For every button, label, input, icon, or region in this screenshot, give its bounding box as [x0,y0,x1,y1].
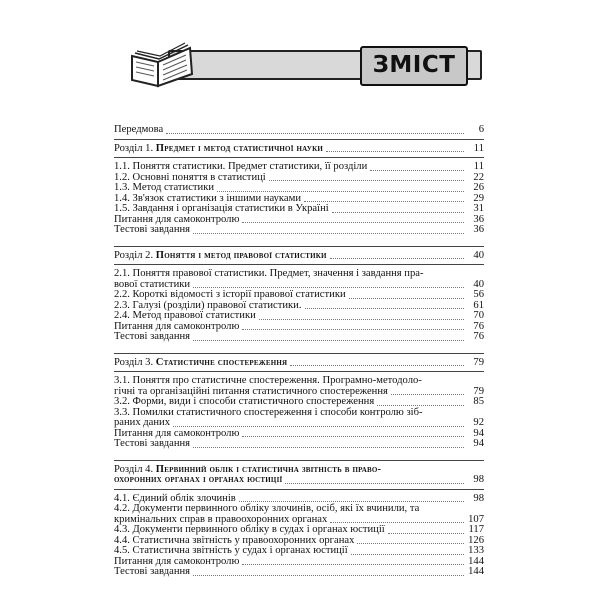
page-title: ЗМІСТ [360,46,468,86]
section-gap [114,450,484,457]
section-title: Предмет і метод статистичної науки [155,142,324,154]
dot-leader [242,436,464,437]
open-book-icon [128,42,198,90]
toc-entry-line [114,525,484,536]
toc-entry[interactable] [114,567,484,578]
section-divider [114,353,484,354]
toc-entry-title: 2.2. Короткі відомості з історії правової статистики [114,289,346,300]
section-heading-line [114,251,484,262]
toc-entry-line [114,567,484,578]
toc-entry[interactable] [114,183,484,194]
toc-entry-line [114,546,484,557]
section-divider [114,139,484,140]
section-prefix: Розділ 3. [114,356,154,368]
dot-leader [370,170,464,171]
toc-entry-title: 4.5. Статистична звітність у судах і органах юстиції [114,545,348,556]
toc-entry-line [114,504,484,515]
section-heading[interactable] [114,358,484,369]
dot-leader [193,575,464,576]
toc-entry[interactable] [114,376,484,397]
toc-entry-title: 2.1. Поняття правової статистики. Предмет, значення і завдання пра- [114,268,424,279]
toc-page-number: 56 [473,289,484,300]
toc-entry-line [114,418,484,429]
dot-leader [349,298,464,299]
section-prefix: Розділ 2. [114,249,154,261]
section-divider [114,460,484,461]
toc-entry-title: 1.3. Метод статистики [114,182,215,193]
toc-entry[interactable] [114,397,484,408]
toc-entry-title: Питання для самоконтролю [114,213,240,225]
dot-leader [193,233,464,234]
toc-entry-title: 4.4. Статистична звітність у правоохоронних органах [114,534,355,546]
toc-entry-title: 3.3. Помилки статистичного спостереження і способи контролю зіб- [114,406,423,418]
toc-entry-title: Питання для самоконтролю [114,555,240,567]
toc-page-number: 144 [468,566,484,577]
dot-leader [193,447,464,448]
dot-leader [193,340,464,341]
dot-leader [305,308,464,309]
dot-leader [304,201,464,202]
toc-entry-line [114,269,484,280]
toc-page-number: 98 [473,492,484,504]
toc-entry[interactable] [114,290,484,301]
toc-entry-title: Тестові завдання [114,438,191,449]
toc-page-number: 61 [473,299,484,311]
dot-leader [290,365,464,366]
toc-page-number: 79 [473,356,484,368]
toc-page-number: 144 [468,555,484,567]
section-heading[interactable] [114,144,484,155]
toc-entry-preface[interactable] [114,125,484,136]
toc-page-number: 70 [473,310,484,321]
toc-entry-line [114,162,484,173]
section-title: Статистичне спостереження [155,356,288,368]
toc-entry-title: вової статистики [114,278,191,290]
dot-leader [351,554,464,555]
toc-entry-line [114,311,484,322]
toc-entry[interactable] [114,225,484,236]
dot-leader [332,212,464,213]
toc-page-number: 26 [473,182,484,193]
toc-entry-title: 3.2. Форми, види і способи статистичного спостереження [114,396,375,407]
dot-leader [285,483,464,484]
toc-entry[interactable] [114,269,484,290]
toc-page-number: 36 [473,224,484,235]
dot-leader [193,287,464,288]
toc-entry-title: 1.5. Завдання і організація статистики в Україні [114,203,329,214]
toc-entry-title: 2.3. Галузі (розділи) правової статистики. [114,299,302,311]
toc-page-number: 36 [473,213,484,225]
toc-entry-title: 4.3. Документи первинного обліку в судах і органах юстиції [114,524,385,535]
toc-page-number: 85 [473,396,484,407]
section-heading-line [114,475,484,486]
dot-leader [242,222,464,223]
dot-leader [330,258,464,259]
toc-entry[interactable] [114,204,484,215]
toc-entry-title: 4.2. Документи первинного обліку злочинів, осіб, які їх вчинили, та [114,503,420,514]
dot-leader [173,426,464,427]
dot-leader [326,151,464,152]
header-banner [128,42,480,90]
section-title: Первинний облік і статистична звітність в право- [155,463,382,475]
section-title: Поняття і метод правової статистики [155,249,327,261]
toc-entry-title: 3.1. Поняття про статистичне спостереження. Програмно-методоло- [114,375,422,386]
toc-entry-line [114,376,484,387]
section-heading[interactable] [114,251,484,262]
toc-page-number: 40 [473,278,484,290]
toc-entry[interactable] [114,504,484,525]
toc-entry-title: 1.2. Основні поняття в статистиці [114,171,266,183]
dot-leader [269,180,464,181]
toc-page-number: 98 [473,474,484,485]
section-gap [114,236,484,243]
toc-entry-line [114,290,484,301]
section-divider [114,264,484,265]
toc-page-number: 76 [473,320,484,332]
toc-entry[interactable] [114,439,484,450]
toc-page-number: 126 [468,534,484,546]
toc-page-number: 6 [478,124,484,135]
section-title: охоронних органах і органах юстиції [114,474,283,485]
dot-leader [377,405,464,406]
section-prefix: Розділ 1. [114,142,154,154]
toc-entry-title: Питання для самоконтролю [114,427,240,439]
section-prefix: Розділ 4. [114,463,154,475]
table-of-contents [114,125,484,578]
dot-leader [357,543,464,544]
dot-leader [242,564,464,565]
dot-leader [242,329,464,330]
dot-leader [166,133,464,134]
toc-entry-title: раних даних [114,417,171,428]
toc-page-number: 29 [473,192,484,204]
section-heading-line [114,358,484,369]
dot-leader [388,533,464,534]
toc-entry[interactable] [114,525,484,536]
toc-entry-title: гічні та організаційні питання статистичного спостереження [114,385,388,397]
toc-page-number: 76 [473,331,484,342]
toc-page-number: 133 [468,545,484,556]
toc-entry[interactable] [114,162,484,173]
toc-entry-title: Тестові завдання [114,566,191,577]
dot-leader [259,319,464,320]
toc-page-number: 11 [473,142,484,154]
toc-entry-title: Передмова [114,124,164,135]
toc-entry-line [114,225,484,236]
section-divider [114,489,484,490]
toc-page-number: 11 [473,161,484,172]
toc-page-number: 92 [473,417,484,428]
toc-entry-line [114,204,484,215]
section-heading-line [114,144,484,155]
toc-page-number: 94 [473,438,484,449]
section-divider [114,371,484,372]
toc-entry-line [114,439,484,450]
toc-entry-title: Тестові завдання [114,331,191,342]
toc-entry-line [114,397,484,408]
toc-entry[interactable] [114,546,484,557]
dot-leader [239,501,464,502]
toc-entry-title: 2.4. Метод правової статистики [114,310,256,321]
toc-page-number: 40 [473,249,484,261]
toc-entry-title: 1.1. Поняття статистики. Предмет статистики, її розділи [114,161,368,172]
toc-page-number: 22 [473,171,484,183]
toc-entry-line [114,332,484,343]
toc-entry-title: кримінальних справ в правоохоронних органах [114,513,328,525]
section-gap [114,343,484,350]
section-heading[interactable] [114,465,484,486]
toc-page-number: 31 [473,203,484,214]
toc-entry[interactable] [114,311,484,322]
toc-page-number: 94 [473,427,484,439]
section-divider [114,246,484,247]
dot-leader [330,522,464,523]
toc-entry-title: Питання для самоконтролю [114,320,240,332]
toc-page-number: 79 [473,385,484,397]
toc-entry[interactable] [114,408,484,429]
dot-leader [391,394,464,395]
toc-entry-title: 1.4. Зв'язок статистики з іншими науками [114,192,301,204]
toc-entry-line [114,183,484,194]
toc-entry-title: Тестові завдання [114,224,191,235]
toc-entry-title: 4.1. Єдиний облік злочинів [114,492,236,504]
section-divider [114,157,484,158]
toc-page-number: 117 [468,524,484,535]
dot-leader [217,191,464,192]
toc-entry[interactable] [114,332,484,343]
toc-page-number: 107 [468,513,484,525]
